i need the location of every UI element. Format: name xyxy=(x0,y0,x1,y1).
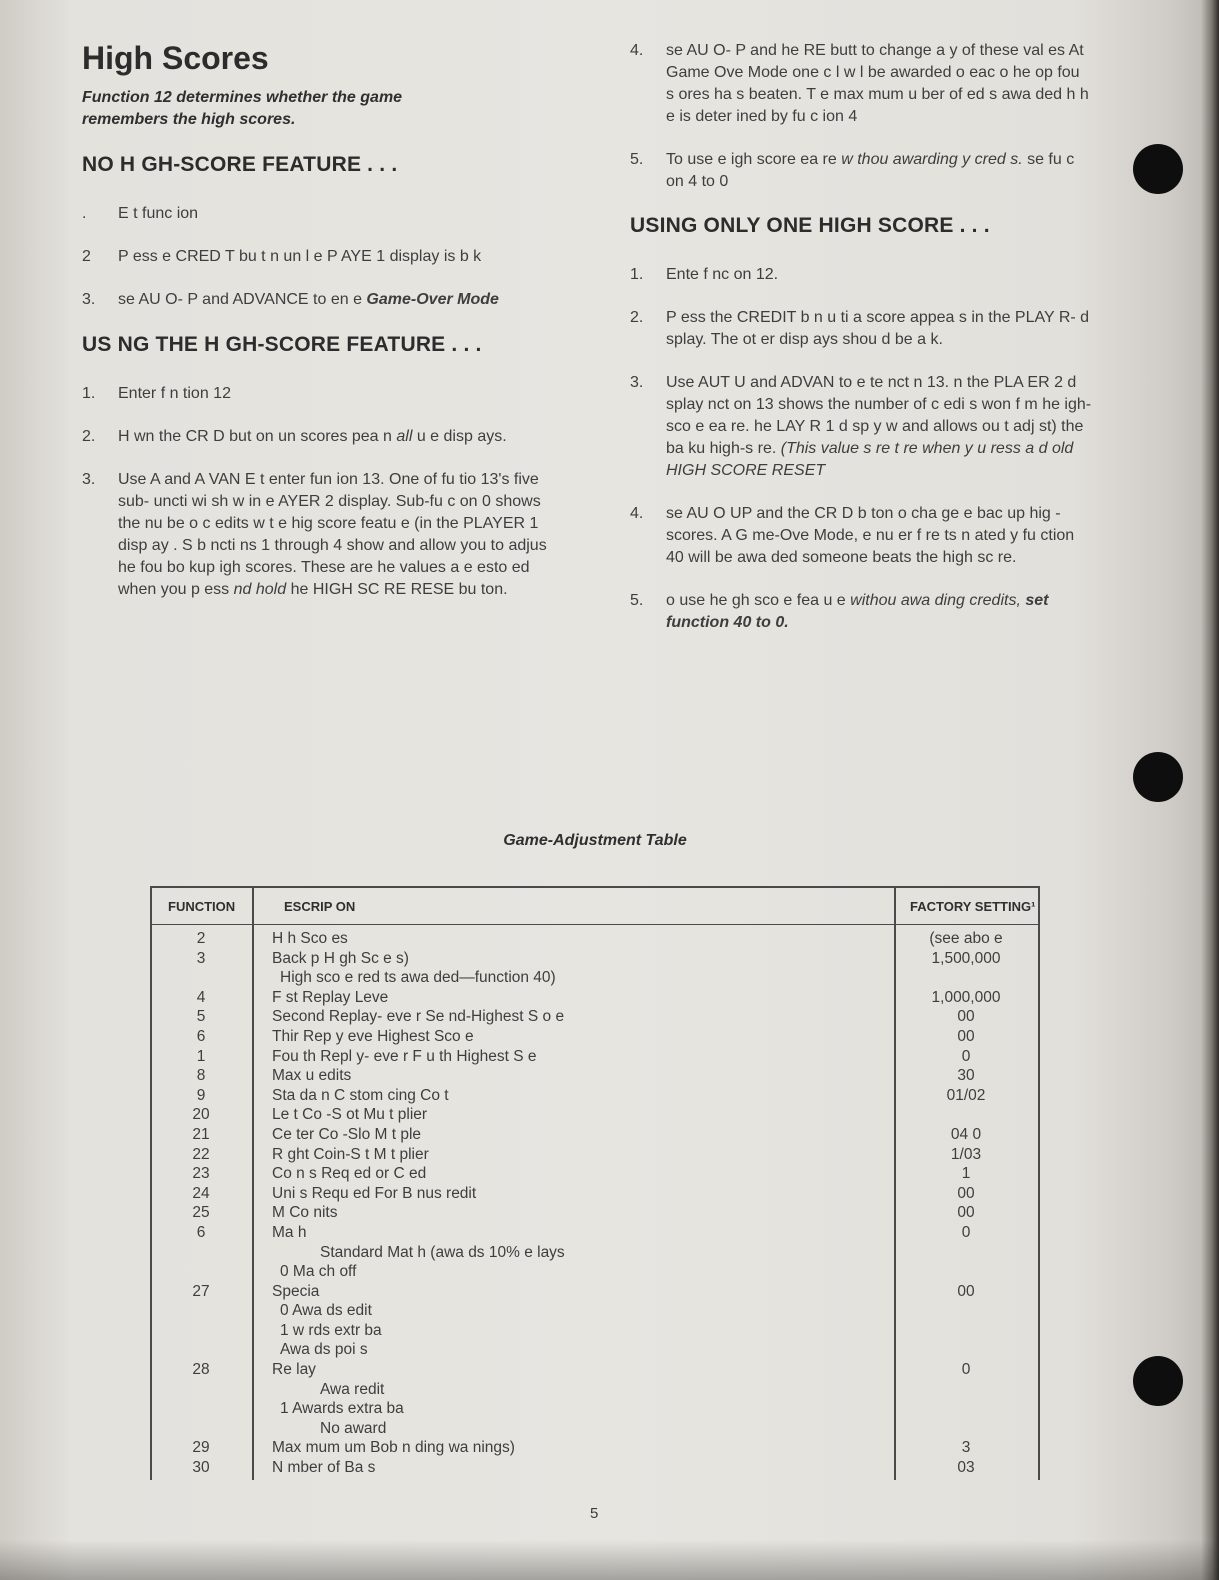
table-row xyxy=(152,1008,1038,1028)
function-number: 6 xyxy=(196,1223,206,1241)
table-row xyxy=(152,1341,1038,1361)
function-number: 5 xyxy=(196,1008,206,1026)
left-column xyxy=(82,40,552,623)
table-header xyxy=(152,888,1038,925)
function-description: M Co nits xyxy=(272,1204,338,1222)
table-row xyxy=(152,1302,1038,1322)
table-row xyxy=(152,1459,1038,1479)
function-number: 29 xyxy=(192,1439,210,1457)
step-item: 4. se AU O UP and the CR D b ton o cha ge e bac up hig -scores. A G me-Ove Mode, e nu er f re ts n ated y fu ction 40 will be awa ded someone beats the high sc re. xyxy=(630,505,1075,566)
page-edge-shadow xyxy=(1201,0,1219,1580)
function-description: Max mum um Bob n ding wa nings) xyxy=(272,1439,515,1457)
function-description: F st Replay Leve xyxy=(272,988,389,1006)
binder-hole-bottom xyxy=(1133,1356,1183,1406)
table-row xyxy=(152,1361,1038,1381)
function-number: 28 xyxy=(192,1361,210,1379)
function-number: 22 xyxy=(192,1145,210,1163)
factory-setting: 00 xyxy=(957,1027,975,1045)
table-row xyxy=(152,1400,1038,1420)
table-row xyxy=(152,1087,1038,1107)
factory-setting: 00 xyxy=(957,1204,975,1222)
function-description: Fou th Repl y- eve r F u th Highest S e xyxy=(272,1047,537,1065)
function-description: H h Sco es xyxy=(272,930,348,947)
function-number: 21 xyxy=(192,1125,210,1143)
header-factory-setting: FACTORY SETTING¹ xyxy=(910,899,1036,914)
step-item: 5. To use e igh score ea re w thou awarding y cred s. se fu c on 4 to 0 xyxy=(630,151,1075,190)
table-row xyxy=(152,1126,1038,1146)
table-row xyxy=(152,1283,1038,1303)
table-body xyxy=(152,930,1038,1479)
factory-setting: 1/03 xyxy=(950,1145,982,1163)
table-row xyxy=(152,930,1038,950)
function-description: Standard Mat h (awa ds 10% e lays xyxy=(320,1243,565,1261)
factory-setting: 0 xyxy=(961,1047,971,1065)
step-item: 1. Enter f n tion 12 xyxy=(82,385,231,402)
right-column xyxy=(630,40,1092,656)
function-description: 1 w rds extr ba xyxy=(280,1321,382,1339)
page-number: 5 xyxy=(590,1505,599,1522)
function-number: 30 xyxy=(192,1459,210,1477)
table-row xyxy=(152,1028,1038,1048)
function-description: N mber of Ba s xyxy=(272,1459,376,1477)
function-description: R ght Coin-S t M t plier xyxy=(272,1145,429,1163)
high-score-continued-steps xyxy=(630,40,1092,193)
step-item: 3. Use A and A VAN E t enter fun ion 13. One of fu tio 13's five sub- uncti wi sh w in e AYER 2 display. Sub-fu c on 0 shows the nu be o c edits w t e hig score featu e (in the PLAYER 1 disp ay . S b ncti ns 1 through 4 show and allow you to adjus he fou bo kup igh scores. These are he values a e esto ed when you p ess nd hold he HIGH SC RE RESE bu ton. xyxy=(82,471,547,598)
table-row xyxy=(152,1263,1038,1283)
step-item: 2 P ess e CRED T bu t n un l e P AYE 1 display is b k xyxy=(82,248,482,265)
function-number: 23 xyxy=(192,1165,210,1183)
table-row xyxy=(152,1420,1038,1440)
table-row xyxy=(152,1244,1038,1264)
table-row xyxy=(152,1381,1038,1401)
table-row xyxy=(152,1067,1038,1087)
table-title: Game-Adjustment Table xyxy=(503,832,687,849)
function-description: Le t Co -S ot Mu t plier xyxy=(272,1106,428,1124)
function-number: 20 xyxy=(192,1106,210,1124)
function-description: Uni s Requ ed For B nus redit xyxy=(272,1184,477,1202)
function-note: Function 12 determines whether the game remembers the high scores. xyxy=(82,89,403,128)
function-description: High sco e red ts awa ded—function 40) xyxy=(280,969,556,987)
game-adjustment-table xyxy=(150,886,1040,1480)
function-description: 0 Awa ds edit xyxy=(280,1302,372,1320)
section-heading-using-high-score: US NG THE H GH-SCORE FEATURE . . . xyxy=(82,333,482,356)
function-description: Re lay xyxy=(272,1361,316,1379)
factory-setting: 1,500,000 xyxy=(931,949,1001,967)
function-description: Ce ter Co -Slo M t ple xyxy=(272,1125,422,1143)
function-description: Ma h xyxy=(272,1223,307,1241)
function-description: Second Replay- eve r Se nd-Highest S o e xyxy=(272,1008,565,1026)
table-row xyxy=(152,1439,1038,1459)
function-number: 9 xyxy=(196,1086,206,1104)
factory-setting: 00 xyxy=(957,1184,975,1202)
table-row xyxy=(152,1165,1038,1185)
function-description: Max u edits xyxy=(272,1067,352,1085)
table-row xyxy=(152,1204,1038,1224)
factory-setting: (see abo e xyxy=(929,930,1003,947)
factory-setting: 01/02 xyxy=(946,1086,986,1104)
function-number: 27 xyxy=(192,1282,210,1300)
factory-setting: 00 xyxy=(957,1008,975,1026)
function-description: Specia xyxy=(272,1282,320,1300)
binder-hole-top xyxy=(1133,144,1183,194)
binder-hole-middle xyxy=(1133,752,1183,802)
function-description: 1 Awards extra ba xyxy=(280,1400,404,1418)
factory-setting: 30 xyxy=(957,1067,975,1085)
table-row xyxy=(152,969,1038,989)
function-number: 24 xyxy=(192,1184,210,1202)
section-heading-no-high-score: NO H GH-SCORE FEATURE . . . xyxy=(82,153,398,176)
function-number: 3 xyxy=(196,949,206,967)
table-row xyxy=(152,1322,1038,1342)
using-high-score-steps xyxy=(82,383,552,601)
factory-setting: 0 xyxy=(961,1361,971,1379)
function-description: Co n s Req ed or C ed xyxy=(272,1165,427,1183)
function-description: No award xyxy=(320,1419,387,1437)
header-description: ESCRIP ON xyxy=(284,899,356,914)
step-item: 3. se AU O- P and ADVANCE to en e Game-Over Mode xyxy=(82,291,499,308)
one-high-score-steps xyxy=(630,264,1092,634)
header-function: FUNCTION xyxy=(168,899,236,914)
function-number: 8 xyxy=(196,1067,206,1085)
factory-setting: 03 xyxy=(957,1459,975,1477)
table-row xyxy=(152,1224,1038,1244)
factory-setting: 1,000,000 xyxy=(931,988,1001,1006)
step-item: 5. o use he gh sco e fea u e withou awa ding credits, set function 40 to 0. xyxy=(630,592,1049,631)
function-number: 4 xyxy=(196,988,206,1006)
function-description: Sta da n C stom cing Co t xyxy=(272,1086,449,1104)
factory-setting: 00 xyxy=(957,1282,975,1300)
step-item: 1. Ente f nc on 12. xyxy=(630,266,779,283)
table-row xyxy=(152,1048,1038,1068)
factory-setting: 0 xyxy=(961,1223,971,1241)
page-bottom-shadow xyxy=(0,1540,1219,1580)
function-number: 6 xyxy=(196,1027,206,1045)
table-row xyxy=(152,989,1038,1009)
page-title: High Scores xyxy=(82,40,269,76)
function-description: Awa redit xyxy=(320,1380,385,1398)
step-item: 4. se AU O- P and he RE butt to change a y of these val es At Game Ove Mode one c l w l be awarded o eac o he op fou s ores ha s beaten. T e max mum u ber of ed s awa ded h h e is deter ined by fu c ion 4 xyxy=(630,42,1089,125)
step-item: 2. H wn the CR D but on un scores pea n all u e disp ays. xyxy=(82,428,507,445)
no-high-score-steps xyxy=(82,203,552,311)
function-description: Thir Rep y eve Highest Sco e xyxy=(272,1027,474,1045)
function-number: 1 xyxy=(196,1047,206,1065)
section-heading-one-high-score: USING ONLY ONE HIGH SCORE . . . xyxy=(630,214,990,237)
step-item: . E t func ion xyxy=(82,205,199,222)
table-row xyxy=(152,1106,1038,1126)
table-row xyxy=(152,1146,1038,1166)
function-description: 0 Ma ch off xyxy=(280,1263,357,1281)
factory-setting: 3 xyxy=(961,1439,971,1457)
function-description: Back p H gh Sc e s) xyxy=(272,949,409,967)
function-description: Awa ds poi s xyxy=(280,1341,368,1359)
step-item: 2. P ess the CREDIT b n u ti a score appea s in the PLAY R- d splay. The ot er disp ays shou d be a k. xyxy=(630,309,1090,348)
table-row xyxy=(152,950,1038,970)
table-row xyxy=(152,1185,1038,1205)
step-item: 3. Use AUT U and ADVAN to e te nct n 13. n the PLA ER 2 d splay nct on 13 shows the number of c edi s won f m he igh-sco e ea re. he LAY R 1 d sp y w and allows ou t adj st) the ba ku high-s re. (This value s re t re when y u ress a d old HIGH SCORE RESET xyxy=(630,374,1092,479)
factory-setting: 1 xyxy=(961,1165,971,1183)
function-number: 25 xyxy=(192,1204,210,1222)
function-number: 2 xyxy=(196,930,206,947)
factory-setting: 04 0 xyxy=(950,1125,982,1143)
